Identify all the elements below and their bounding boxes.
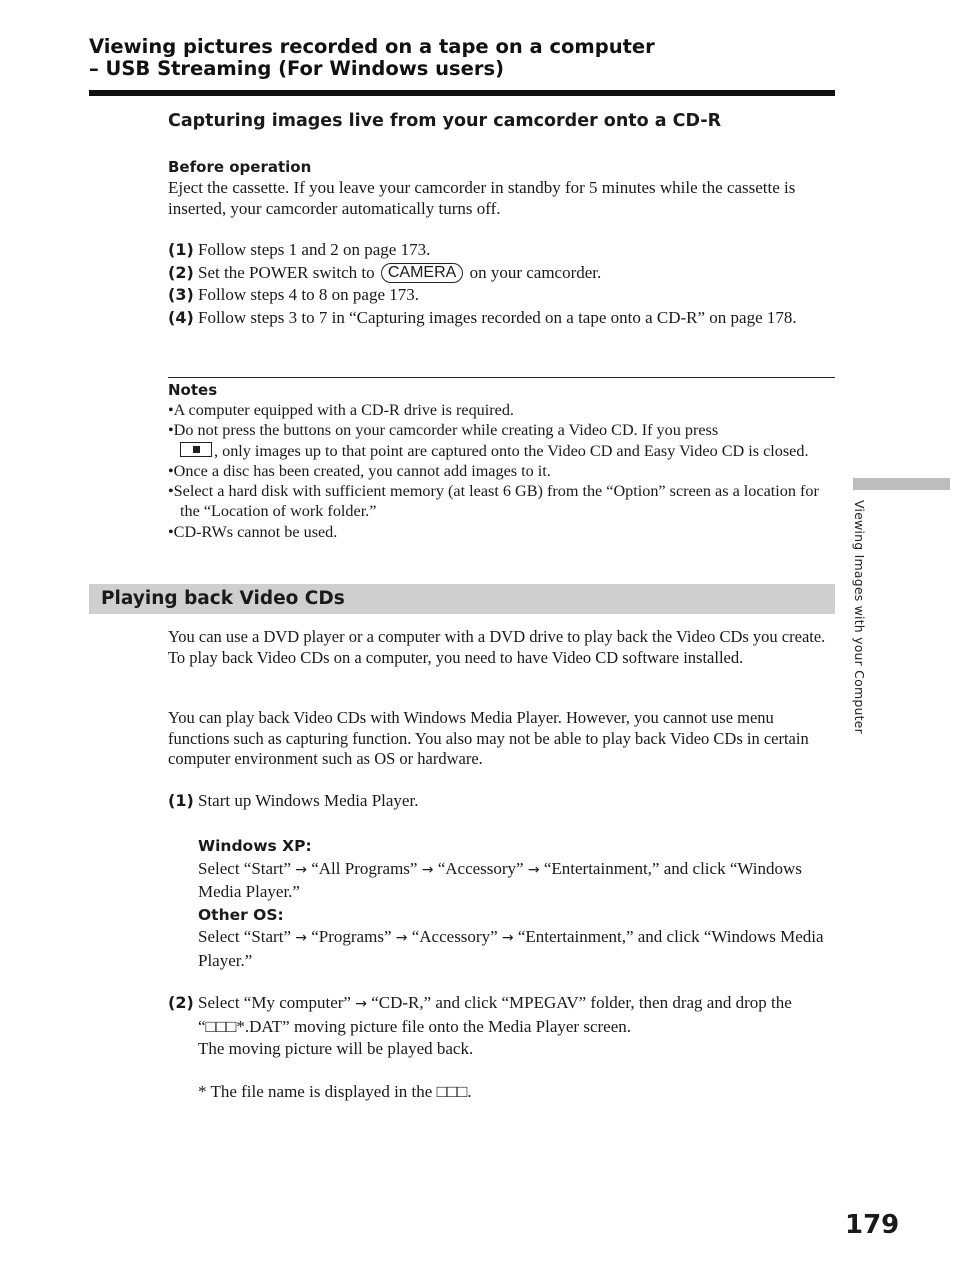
other-os-label: Other OS:: [198, 905, 284, 924]
playback-step-2: [168, 992, 834, 1061]
capture-step-2: [168, 262, 834, 285]
notes-list: [168, 400, 838, 542]
step-text: Follow steps 4 to 8 on page 173.: [198, 285, 419, 304]
section-band-playing-back: [89, 584, 835, 614]
step-text: [198, 262, 834, 285]
title-line-1: Viewing pictures recorded on a tape on a computer: [89, 35, 655, 58]
other-os-instructions: Select “Start” → “Programs” → “Accessory” → “Entertainment,” and click “Windows Media Player.”: [198, 927, 824, 970]
playback-paragraph-2: You can play back Video CDs with Windows Media Player. However, you cannot use menu functions such as capturing function. You also may not be able to play back Video CDs in certain computer environment such as OS or hardware.: [168, 708, 809, 769]
arrow-icon: →: [501, 930, 514, 946]
arrow-icon: →: [421, 861, 434, 878]
arrow-icon: →: [295, 861, 307, 878]
notes-rule: [168, 377, 835, 378]
arrow-icon: →: [527, 861, 540, 878]
note-item: •Once a disc has been created, you cannot add images to it.: [168, 461, 551, 480]
note-item: •A computer equipped with a CD-R drive is required.: [168, 401, 514, 419]
side-tab-label: Viewing Images with your Computer: [852, 500, 867, 734]
capture-step-1: [168, 239, 834, 262]
arrow-icon: →: [395, 930, 408, 946]
section-heading-capturing: Capturing images live from your camcorder onto a CD-R: [168, 111, 722, 131]
step-number: (2): [168, 993, 194, 1012]
note-item: •Select a hard disk with sufficient memory (at least 6 GB) from the “Option” screen as a location for the “Location of work folder.”: [168, 482, 819, 521]
side-tab-marker: [853, 478, 950, 490]
page-title: [89, 36, 655, 80]
step-number: (2): [168, 263, 194, 282]
arrow-icon: →: [355, 996, 367, 1012]
playback-paragraph-1: You can use a DVD player or a computer with a DVD drive to play back the Video CDs you create. To play back Video CDs on a computer, you need to have Video CD software installed.: [168, 627, 826, 667]
windows-xp-instructions: Select “Start” → “All Programs” → “Accessory” → “Entertainment,” and click “Windows Media Player.”: [198, 858, 802, 901]
footnote: * The file name is displayed in the □□□.: [198, 1082, 472, 1101]
step-number: (1): [168, 791, 194, 810]
step-text: Follow steps 1 and 2 on page 173.: [198, 240, 431, 259]
playback-step-1: [168, 790, 834, 813]
before-operation-label: Before operation: [168, 158, 312, 176]
arrow-icon: →: [295, 930, 307, 946]
capture-step-4: [168, 307, 834, 330]
windows-xp-label: Windows XP:: [198, 837, 312, 855]
os-instructions: [198, 835, 834, 972]
step-number: (3): [168, 285, 194, 304]
step-number: (1): [168, 240, 194, 259]
step-text-post: on your camcorder.: [469, 263, 602, 282]
title-line-2: – USB Streaming (For Windows users): [89, 57, 505, 80]
capture-step-3: [168, 284, 834, 307]
step-number: (4): [168, 308, 194, 327]
camera-button-icon: CAMERA: [381, 263, 463, 283]
step-text: Follow steps 3 to 7 in “Capturing images recorded on a tape onto a CD-R” on page 178.: [198, 308, 797, 327]
step-text-pre: Set the POWER switch to: [198, 263, 375, 282]
step-text: Start up Windows Media Player.: [198, 791, 419, 810]
step-text: Select “My computer” → “CD-R,” and click “MPEGAV” folder, then drag and drop the “□□□*.DAT” moving picture file onto the Media Player screen. The moving picture will be played back.: [198, 993, 792, 1058]
section-heading-playing-back: Playing back Video CDs: [101, 588, 345, 609]
notes-label: Notes: [168, 381, 218, 399]
title-rule: [89, 90, 835, 96]
note-item: •Do not press the buttons on your camcorder while creating a Video CD. If you press , only images up to that point are captured onto the Video CD and Easy Video CD is closed.: [168, 421, 809, 460]
before-operation-text: Eject the cassette. If you leave your camcorder in standby for 5 minutes while the cassette is inserted, your camcorder automatically turns off.: [168, 178, 796, 218]
stop-button-icon: [180, 442, 212, 457]
page-number: 179: [845, 1210, 900, 1240]
note-item: •CD-RWs cannot be used.: [168, 522, 338, 541]
